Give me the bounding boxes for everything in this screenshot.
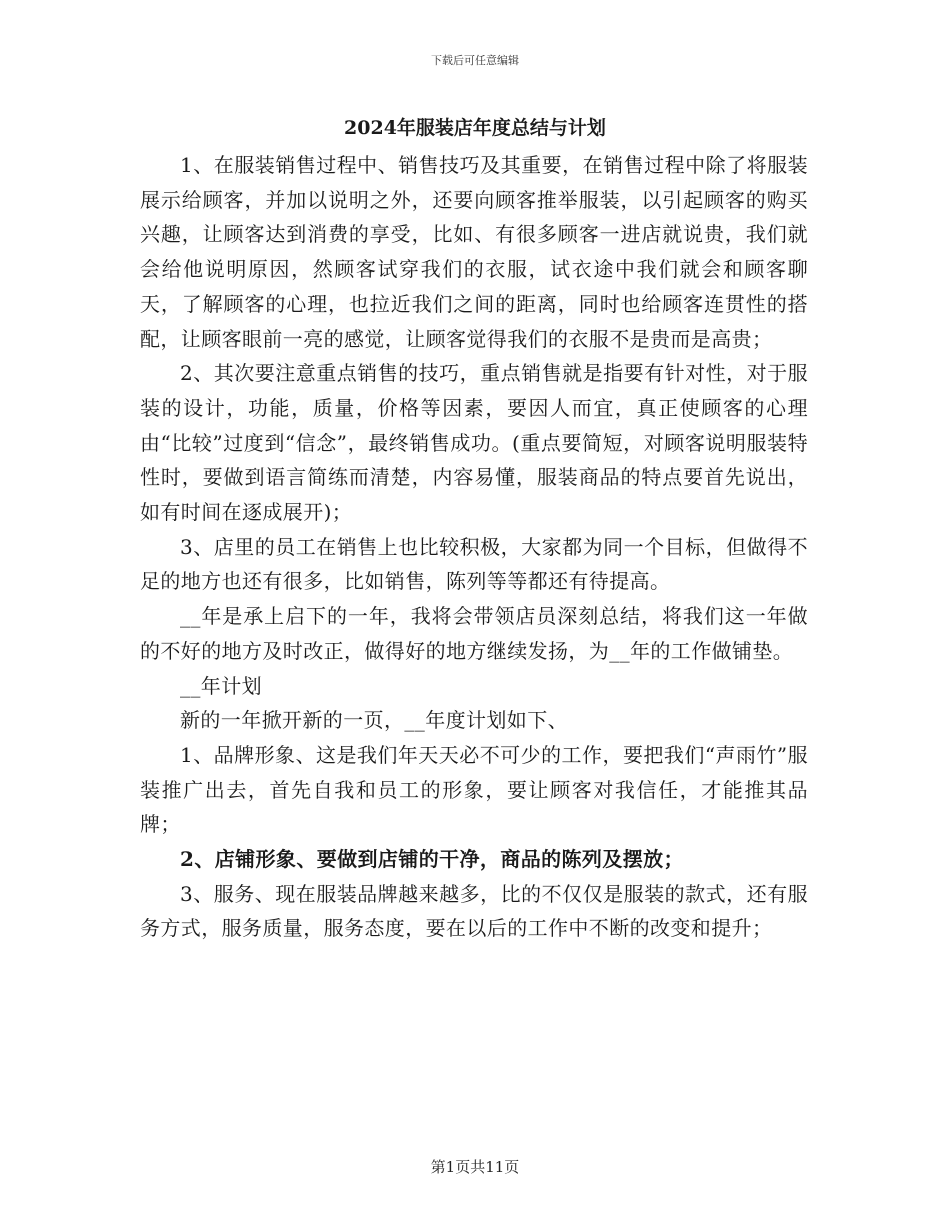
paragraph-year-summary: __年是承上启下的一年，我将会带领店员深刻总结，将我们这一年做的不好的地方及时改正，做得好的地方继续发扬，为__年的工作做铺垫。 — [140, 604, 808, 663]
paragraph-key-selling: 2、其次要注意重点销售的技巧，重点销售就是指要有针对性，对于服装的设计，功能，质量，价格等因素，要因人而宜，真正使顾客的心理由“比较”过度到“信念”，最终销售成功。(重点要简短，对顾客说明服装特性时，要做到语言简练而清楚，内容易懂，服装商品的特点要首先说出，如有时间在逐成展开)； — [140, 361, 808, 525]
paragraph-brand-image: 1、品牌形象、这是我们年天天必不可少的工作，要把我们“声雨竹”服装推广出去，首先自我和员工的形象，要让顾客对我信任，才能推其品牌； — [140, 742, 808, 837]
paragraph-staff: 3、店里的员工在销售上也比较积极，大家都为同一个目标，但做得不足的地方也还有很多，比如销售，陈列等等都还有待提高。 — [140, 534, 808, 594]
page-footer: 第1页共11页 — [430, 1158, 520, 1176]
paragraph-service: 3、服务、现在服装品牌越来越多，比的不仅仅是服装的款式，还有服务方式，服务质量，服务态度，要在以后的工作中不断的改变和提升； — [140, 881, 808, 941]
paragraph-plan-intro: 新的一年掀开新的一页，__年度计划如下、 — [180, 708, 568, 733]
paragraph-store-image: 2、店铺形象、要做到店铺的干净，商品的陈列及摆放； — [180, 847, 684, 872]
document-title: 2024年服装店年度总结与计划 — [344, 117, 606, 139]
document-body — [140, 148, 808, 946]
section-heading-plan: __年计划 — [180, 673, 262, 698]
paragraph-sales-technique: 1、在服装销售过程中、销售技巧及其重要，在销售过程中除了将服装展示给顾客，并加以说明之外，还要向顾客推举服装，以引起顾客的购买兴趣，让顾客达到消费的享受，比如、有很多顾客一进店就说贵，我们就会给他说明原因，然顾客试穿我们的衣服，试衣途中我们就会和顾客聊天，了解顾客的心理，也拉近我们之间的距离，同时也给顾客连贯性的搭配，让顾客眼前一亮的感觉，让顾客觉得我们的衣服不是贵而是高贵； — [140, 153, 808, 351]
header-note: 下载后可任意编辑 — [431, 54, 519, 67]
